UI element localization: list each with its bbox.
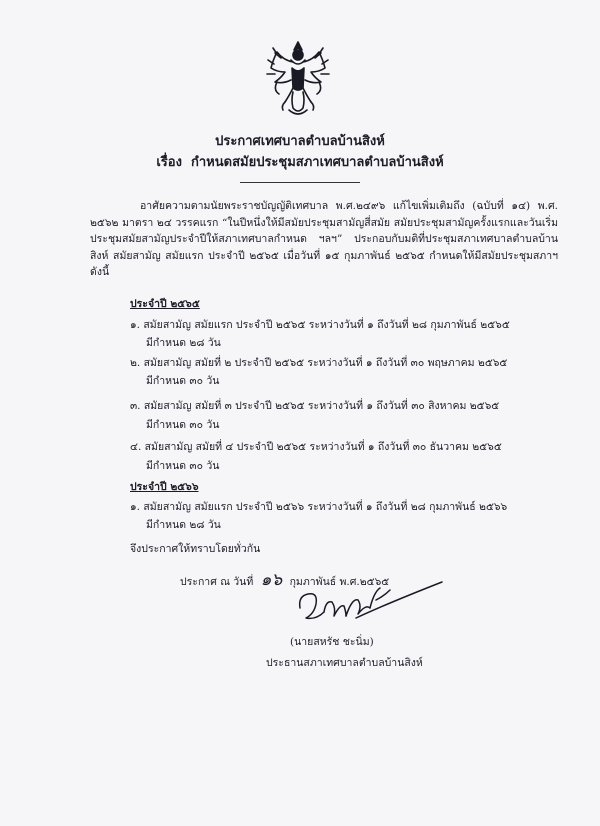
preamble-paragraph: อาศัยความตามนัยพระราชบัญญัติเทศบาล พ.ศ.๒๔๙๖ แก้ไขเพิ่มเติมถึง (ฉบับที่ ๑๔) พ.ศ. ๒๕๖๒ มาตรา ๒๔ วรรคแรก “ในปีหนึ่งให้มีสมัยประชุมสามัญสี่สมัย สมัยประชุมสามัญครั้งแรกและวันเริ่มประชุมสมัยสามัญประจำปีให้สภาเทศบาลกำหนด ฯลฯ” ประกอบกับมติที่ประชุมสภาเทศบาลตำบลบ้านสิงห์ สมัยสามัญ สมัยแรก ประจำปี ๒๕๖๕ เมื่อวันที่ ๑๕ กุมภาพันธ์ ๒๕๖๕ กำหนดให้มีสมัยประชุมสภาฯ ดังนี้	[90, 200, 558, 279]
title-divider	[240, 182, 360, 183]
subject-label: เรื่อง	[156, 155, 182, 170]
subject-text: กำหนดสมัยประชุมสภาเทศบาลตำบลบ้านสิงห์	[191, 155, 444, 170]
signatory-name: (นายสหรัช ชะนิ่ม)	[290, 636, 374, 648]
year-2566-heading: ประจำปี ๒๕๖๖	[130, 481, 199, 493]
date-prefix: ประกาศ ณ วันที่	[180, 576, 254, 588]
session-2565-1-duration: มีกำหนด ๒๘ วัน	[146, 337, 221, 349]
session-2566-1-dates: ๑. สมัยสามัญ สมัยแรก ประจำปี ๒๕๖๖ ระหว่างวันที่ ๑ ถึงวันที่ ๒๘ กุมภาพันธ์ ๒๕๖๖	[130, 501, 508, 513]
session-2565-4-duration: มีกำหนด ๓๐ วัน	[146, 460, 220, 472]
signature-icon	[296, 578, 446, 628]
session-2565-2-duration: มีกำหนด ๓๐ วัน	[146, 375, 220, 387]
session-2565-3-dates: ๓. สมัยสามัญ สมัยที่ ๓ ประจำปี ๒๕๖๕ ระหว่างวันที่ ๑ ถึงวันที่ ๓๐ สิงหาคม ๒๕๖๕	[130, 400, 500, 412]
session-2565-3-duration: มีกำหนด ๓๐ วัน	[146, 419, 220, 431]
date-suffix: กุมภาพันธ์ พ.ศ.๒๕๖๕	[289, 576, 390, 588]
garuda-emblem-icon	[263, 38, 333, 120]
document-title: ประกาศเทศบาลตำบลบ้านสิงห์	[215, 134, 385, 149]
session-2565-2-dates: ๒. สมัยสามัญ สมัยที่ ๒ ประจำปี ๒๕๖๕ ระหว่างวันที่ ๑ ถึงวันที่ ๓๐ พฤษภาคม ๒๕๖๕	[130, 357, 508, 369]
document-subject	[0, 151, 600, 172]
date-day: ๑๖	[260, 570, 283, 590]
announce-text: จึงประกาศให้ทราบโดยทั่วกัน	[130, 543, 261, 555]
session-2566-1-duration: มีกำหนด ๒๘ วัน	[146, 519, 221, 531]
session-2565-1-dates: ๑. สมัยสามัญ สมัยแรก ประจำปี ๒๕๖๕ ระหว่างวันที่ ๑ ถึงวันที่ ๒๘ กุมภาพันธ์ ๒๕๖๕	[130, 319, 510, 331]
signatory-position: ประธานสภาเทศบาลตำบลบ้านสิงห์	[266, 657, 423, 669]
session-2565-4-dates: ๔. สมัยสามัญ สมัยที่ ๔ ประจำปี ๒๕๖๕ ระหว่างวันที่ ๑ ถึงวันที่ ๓๐ ธันวาคม ๒๕๖๕	[130, 441, 502, 453]
year-2565-heading: ประจำปี ๒๕๖๕	[130, 298, 200, 310]
